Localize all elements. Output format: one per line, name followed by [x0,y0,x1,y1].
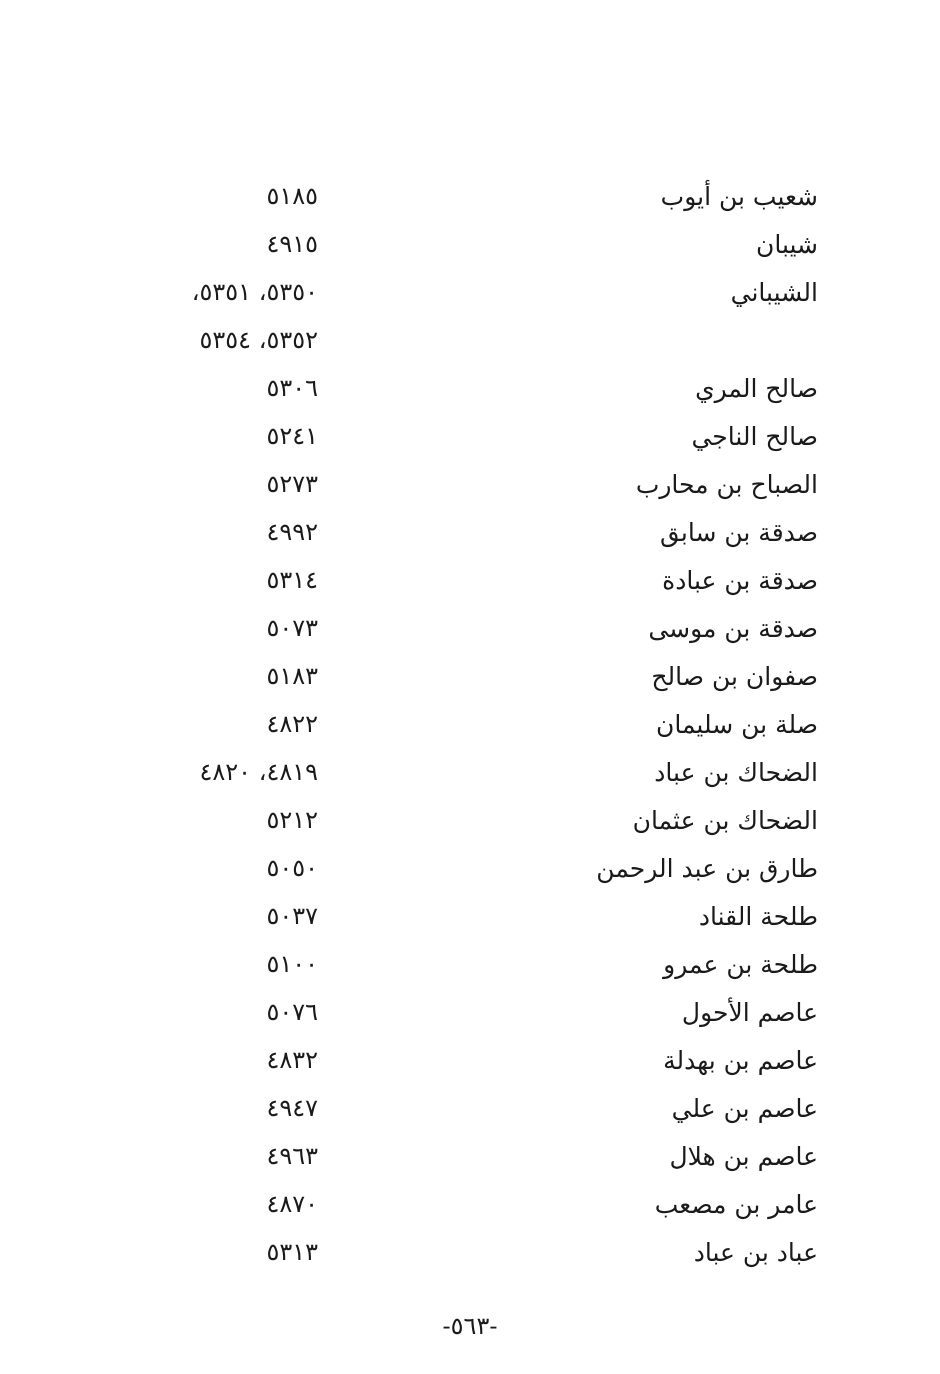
index-entry [0,368,940,416]
entry-numbers: ٤٨١٩، ٤٨٢٠ [199,758,318,786]
index-entry [0,1088,940,1136]
index-entry [0,896,940,944]
entry-numbers: ٥٢٤١ [266,422,318,450]
entry-name: صدقة بن سابق [660,518,818,547]
index-entry [0,416,940,464]
entry-numbers: ٥٣٠٦ [266,374,318,402]
entry-numbers: ٥٠٧٦ [266,998,318,1026]
index-entry [0,512,940,560]
page-number: -٥٦٣- [442,1312,498,1340]
index-entry [0,656,940,704]
entry-name: شعيب بن أيوب [660,182,818,211]
entry-numbers: ٤٩١٥ [266,230,318,258]
entry-numbers: ٥١٨٥ [266,182,318,210]
entry-numbers: ٥١٨٣ [266,662,318,690]
entry-numbers: ٥٣٥٠، ٥٣٥١، [191,278,318,306]
entry-name: الصباح بن محارب [635,470,818,499]
entry-name: صالح الناجي [691,422,818,451]
entry-numbers: ٤٩٤٧ [266,1094,318,1122]
entry-name: شيبان [755,230,818,259]
entry-numbers: ٤٩٦٣ [266,1142,318,1170]
entry-numbers: ٤٩٩٢ [266,518,318,546]
entry-numbers: ٥٣١٤ [266,566,318,594]
entry-name: عاصم بن علي [671,1094,818,1123]
entry-numbers: ٤٨٧٠ [266,1190,318,1218]
entry-name: الضحاك بن عثمان [632,806,818,835]
entry-name: صلة بن سليمان [656,710,818,739]
entry-numbers: ٥٢٧٣ [266,470,318,498]
entry-name: طلحة بن عمرو [663,950,818,979]
entry-numbers: ٥٣١٣ [266,1238,318,1266]
index-entry [0,1232,940,1280]
entry-name: طلحة القناد [698,902,818,931]
entry-name: الضحاك بن عباد [654,758,818,787]
entry-name: صفوان بن صالح [651,662,818,691]
entry-name: صالح المري [695,374,818,403]
index-entry [0,848,940,896]
entry-name: عامر بن مصعب [654,1190,818,1219]
entry-numbers: ٥٢١٢ [266,806,318,834]
entry-numbers: ٥٠٥٠ [266,854,318,882]
index-entry [0,224,940,272]
entry-name: عباد بن عباد [693,1238,818,1267]
index-entry [0,464,940,512]
index-entry [0,608,940,656]
index-entry [0,752,940,800]
index-entry [0,1184,940,1232]
entry-name: صدقة بن موسى [648,614,818,643]
index-entry [0,176,940,224]
entry-name: عاصم بن هلال [669,1142,818,1171]
entry-numbers: ٥٣٥٢، ٥٣٥٤ [199,326,318,354]
index-entry-continuation [0,320,940,368]
index-entry [0,800,940,848]
name-index-list [0,176,940,1280]
entry-name: صدقة بن عبادة [662,566,818,595]
index-entry [0,560,940,608]
entry-numbers: ٤٨٣٢ [266,1046,318,1074]
entry-name: الشيباني [730,278,818,307]
entry-numbers: ٤٨٢٢ [266,710,318,738]
index-entry [0,992,940,1040]
index-entry [0,1040,940,1088]
index-entry [0,272,940,320]
entry-name: عاصم بن بهدلة [663,1046,818,1075]
index-entry [0,704,940,752]
entry-name: عاصم الأحول [681,998,818,1027]
entry-numbers: ٥٠٣٧ [266,902,318,930]
index-entry [0,1136,940,1184]
entry-numbers: ٥٠٧٣ [266,614,318,642]
entry-numbers: ٥١٠٠ [266,950,318,978]
index-entry [0,944,940,992]
entry-name: طارق بن عبد الرحمن [596,854,818,883]
